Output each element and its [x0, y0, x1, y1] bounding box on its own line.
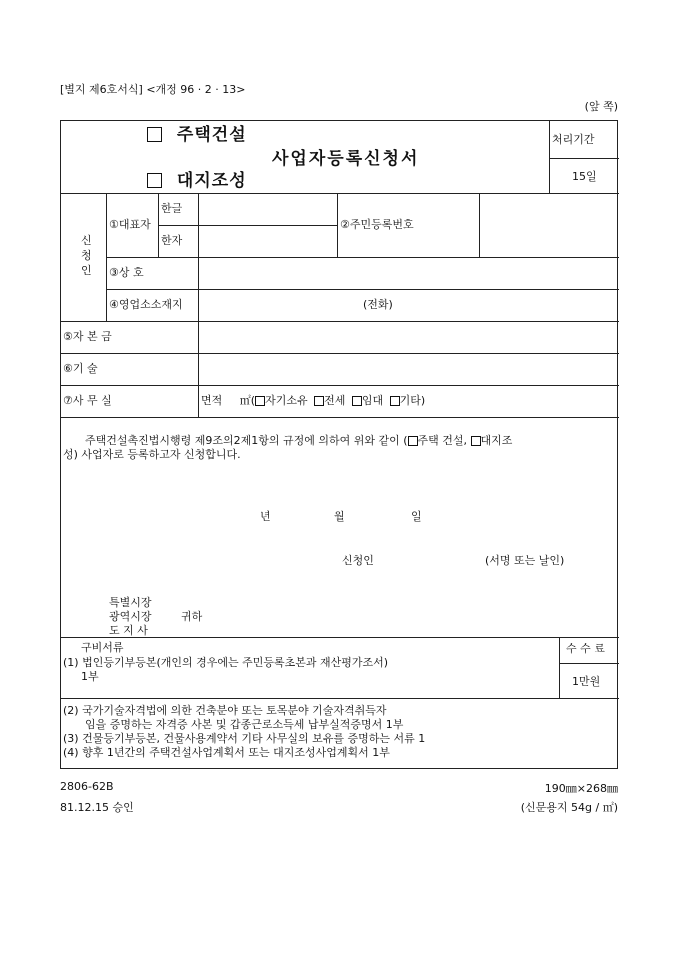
fee-value: 1만원 [572, 675, 601, 688]
housing-checkbox-icon[interactable] [147, 127, 162, 142]
fee-label: 수 수 료 [566, 642, 605, 655]
side-label: (앞 쪽) [584, 100, 618, 113]
statement-line1: 주택건설촉진법시행령 제9조의2제1항의 규정에 의하여 위와 같이 ( 주택 건설, 대지조 [85, 434, 513, 447]
land-checkbox-icon[interactable] [147, 173, 162, 188]
area-label: 면적 [201, 394, 223, 407]
technical-field[interactable] [199, 354, 618, 384]
capital-field[interactable] [199, 322, 618, 352]
resident-number-field[interactable] [480, 194, 618, 256]
document-item-4: (4) 향후 1년간의 주택건설사업계획서 또는 대지조성사업계획서 1부 [63, 746, 390, 759]
addressee-governor: 도 지 사 [109, 624, 148, 637]
document-item-3: (3) 건물등기부등본, 건물사용계약서 기타 사무실의 보유를 증명하는 서류 1 [63, 732, 426, 745]
statement-line2: 성) 사업자로 등록하고자 신청합니다. [63, 448, 241, 461]
own-checkbox-icon[interactable] [255, 396, 265, 406]
office-area-row: 면적 ㎡( 자기소유 전세 임대 기타) [201, 394, 426, 407]
paper-size: 190㎜×268㎜ [544, 782, 618, 795]
office-label: ⑦사 무 실 [63, 394, 112, 407]
date-year-label: 년 [260, 510, 271, 523]
capital-label: ⑤자 본 금 [63, 330, 112, 343]
date-day-label: 일 [411, 510, 422, 523]
option-housing[interactable]: 주택건설 [147, 127, 247, 144]
statement-house-checkbox-icon[interactable] [408, 436, 418, 446]
document-item-2: (2) 국가기술자격법에 의한 건축분야 또는 토목분야 기술자격취득자 [63, 704, 387, 717]
document-item-2-cont: 임을 증명하는 자격증 사본 및 갑종근로소득세 납부실적증명서 1부 [85, 718, 404, 731]
technical-label: ⑥기 술 [63, 362, 98, 375]
area-unit: ㎡ [239, 394, 251, 407]
name-hangul-field[interactable] [199, 194, 336, 224]
option-land[interactable]: 대지조성 [147, 173, 247, 190]
form-code: 2806-62B [60, 780, 114, 793]
documents-label: 구비서류 [81, 641, 124, 654]
addressee-special-city: 특별시장 [109, 596, 152, 609]
applicant-sign-label: 신청인 [342, 554, 374, 567]
form-title: 사업자등록신청서 [272, 149, 420, 169]
hanja-label: 한자 [161, 234, 183, 247]
signature-label: (서명 또는 날인) [485, 554, 565, 567]
trade-name-field[interactable] [199, 258, 618, 288]
applicant-group-label: 신 청 인 [81, 234, 92, 277]
processing-period-value: 15일 [572, 170, 597, 183]
hangul-label: 한글 [161, 202, 183, 215]
resident-number-label: ②주민등록번호 [340, 218, 414, 231]
processing-period-label: 처리기간 [552, 133, 595, 146]
business-address-field[interactable] [199, 290, 618, 320]
paper-weight: (신문용지 54g / ㎡) [520, 801, 618, 814]
document-item-1: (1) 법인등기부등본(개인의 경우에는 주민등록초본과 재산평가조서) [63, 656, 389, 669]
approval-date: 81.12.15 승인 [60, 801, 134, 814]
trade-name-label: ③상 호 [109, 266, 144, 279]
rent-checkbox-icon[interactable] [352, 396, 362, 406]
addressee-metro-city: 광역시장 [109, 610, 152, 623]
document-item-1-count: 1부 [81, 670, 99, 683]
date-month-label: 월 [334, 510, 345, 523]
other-checkbox-icon[interactable] [390, 396, 400, 406]
statement-land-checkbox-icon[interactable] [471, 436, 481, 446]
phone-label: (전화) [363, 298, 393, 311]
form-label: [별지 제6호서식] <개정 96 · 2 · 13> [60, 83, 246, 96]
application-form [60, 120, 618, 769]
representative-label: ①대표자 [109, 218, 151, 231]
business-address-label: ④영업소소재지 [109, 298, 183, 311]
jeonse-checkbox-icon[interactable] [314, 396, 324, 406]
honorific-label: 귀하 [181, 610, 203, 623]
name-hanja-field[interactable] [199, 226, 336, 256]
